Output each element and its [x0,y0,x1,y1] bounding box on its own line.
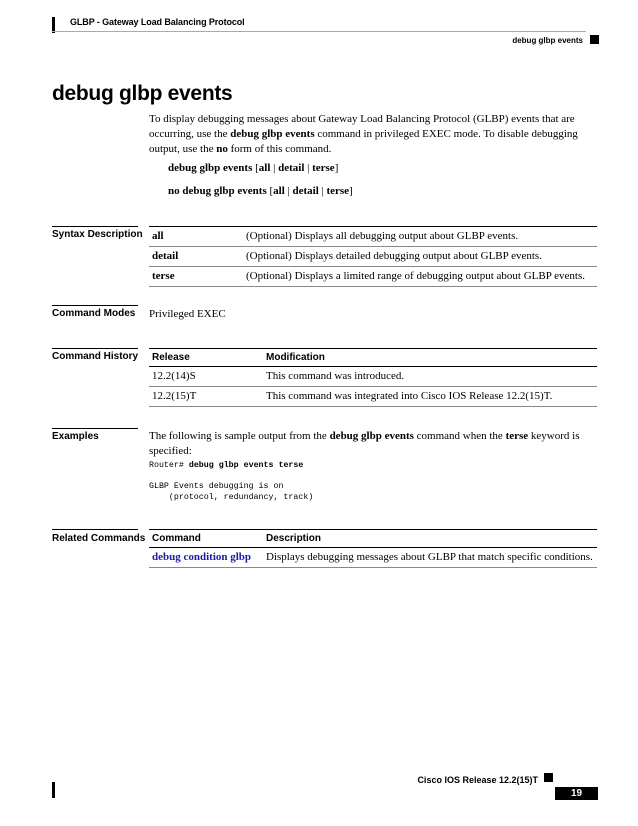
chapter-title: GLBP - Gateway Load Balancing Protocol [70,17,245,27]
keyword-cell [149,247,243,267]
code-output-line: GLBP Events debugging is on [149,482,284,491]
command-link[interactable]: debug condition glbp [152,551,252,563]
code-prompt: Router# [149,461,189,470]
intro-text: To display debugging messages about Gateway Load Balancing Protocol (GLBP) events that are occurring, use the [149,113,575,140]
keyword: detail [152,250,179,262]
table-row [149,267,597,287]
bracket: ] [334,162,339,174]
syntax-option: terse [312,162,335,174]
section-rule [52,529,138,530]
section-rule [52,305,138,306]
command-cell [149,548,263,568]
intro-paragraph [149,112,589,157]
code-command-line [149,460,303,471]
footer-marker [544,773,553,782]
page-title: debug glbp events [52,82,233,105]
separator: | [284,185,293,197]
footer-bar [52,782,55,798]
syntax-line-no [168,185,353,197]
separator: | [270,162,279,174]
intro-text: form of this command. [227,143,332,155]
syntax-line [168,162,338,174]
section-rule [52,226,138,227]
examples-text: The following is sample output from the [149,430,330,442]
description-cell: (Optional) Displays a limited range of debugging output about GLBP events. [243,267,597,287]
column-header: Modification [263,349,597,367]
keyword-cell [149,227,243,247]
separator: | [304,162,313,174]
syntax-option: terse [326,185,350,197]
column-header: Command [149,530,263,548]
section-title: debug glbp events [512,36,583,45]
intro-text: command in privileged EXEC mode. To disable debugging output, use the [149,128,578,155]
syntax-option: all [258,162,271,174]
modification-cell: This command was integrated into Cisco IOS Release 12.2(15)T. [263,387,597,407]
page-number: 19 [555,787,598,800]
bracket: ] [349,185,353,197]
column-header: Release [149,349,263,367]
bracket: [ [252,162,259,174]
description-cell: (Optional) Displays detailed debugging output about GLBP events. [243,247,597,267]
header-marker [590,35,599,44]
syntax-command: debug glbp events [168,162,253,174]
examples-keyword: terse [505,430,529,442]
examples-text: command when the [413,430,506,442]
examples-label: Examples [52,431,99,442]
table-row [149,247,597,267]
table-header-row [149,530,597,548]
table-row [149,548,597,568]
release-cell: 12.2(15)T [149,387,263,407]
code-output-line: (protocol, redundancy, track) [149,493,314,502]
modification-cell: This command was introduced. [266,370,405,382]
table-row [149,367,597,387]
separator: | [318,185,327,197]
command-history-label: Command History [52,351,139,362]
keyword-cell [149,267,243,287]
command-history-table [149,348,597,407]
release-cell: 12.2(14)S [152,370,196,382]
intro-no-keyword: no [216,143,228,155]
command-modes-value: Privileged EXEC [149,308,226,320]
header-rule [52,31,586,32]
syntax-option: detail [278,162,305,174]
description-cell: (Optional) Displays all debugging output about GLBP events. [243,227,597,247]
related-commands-label: Related Commands [52,533,146,544]
bracket: [ [266,185,274,197]
examples-text: keyword is specified: [149,430,580,457]
section-rule [52,348,138,349]
syntax-command: no debug glbp events [168,185,267,197]
examples-paragraph [149,429,589,459]
examples-command: debug glbp events [329,430,414,442]
command-modes-label: Command Modes [52,308,136,319]
description-cell: Displays debugging messages about GLBP that match specific conditions. [263,548,597,568]
code-command: debug glbp events terse [188,461,304,470]
syntax-description-label: Syntax Description [52,229,143,240]
intro-command: debug glbp events [230,128,315,140]
table-header-row [149,349,597,367]
keyword: terse [152,270,175,282]
syntax-description-table [149,226,597,287]
related-commands-table [149,529,597,568]
syntax-option: detail [292,185,319,197]
section-rule [52,428,138,429]
keyword: all [152,230,164,242]
table-row [149,387,597,407]
column-header: Description [263,530,597,548]
syntax-option: all [273,185,285,197]
footer-release: Cisco IOS Release 12.2(15)T [417,775,538,785]
table-row [149,227,597,247]
